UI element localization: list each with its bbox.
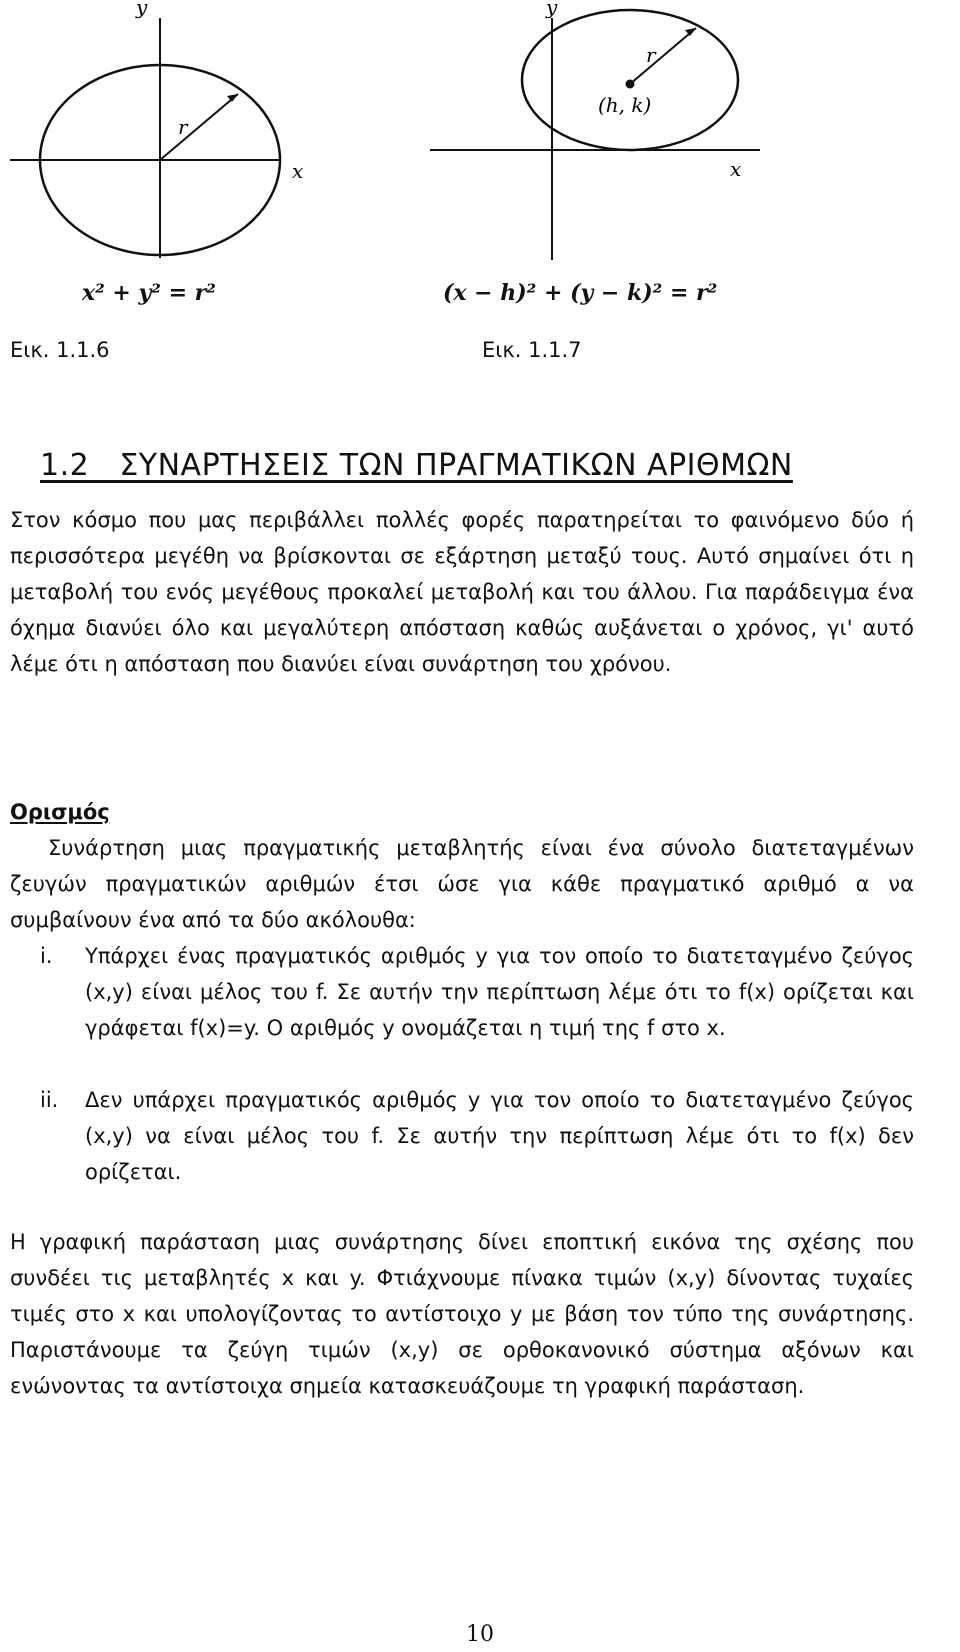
definition-item <box>40 938 914 1046</box>
equation-hk-circle: (x − h)² + (y − k)² = r² <box>443 280 718 306</box>
definition-body: Συνάρτηση μιας πραγματικής μεταβλητής είναι ένα σύνολο διατεταγμένων ζευγών πραγματικών αριθμών έτσι ώσε για κάθε πραγματικό αριθμό α να συμβαίνουν ένα από τα δύο ακόλουθα: <box>10 836 914 932</box>
intro-paragraph: Στον κόσμο που μας περιβάλλει πολλές φορές παρατηρείται το φαινόμενο δύο ή περισσότερα μεγέθη να βρίσκονται σε εξάρτηση μεταξύ τους. Αυτό σημαίνει ότι η μεταβολή του ενός μεγέθους προκαλεί μεταβολή και του άλλου. Για παράδειγμα ένα όχημα διανύει όλο και μεγαλύτερη απόσταση καθώς αυξάνεται ο χρόνος, γι' αυτό λέμε ότι η απόσταση που διανύει είναι συνάρτηση του χρόνου. <box>10 508 914 676</box>
caption-figure-1-1-6: Εικ. 1.1.6 <box>10 338 110 362</box>
center-label: (h, k) <box>598 93 652 117</box>
radius-label: r <box>178 115 188 139</box>
section-title: 1.2 ΣΥΝΑΡΤΗΣΕΙΣ ΤΩΝ ΠΡΑΓΜΑΤΙΚΩΝ ΑΡΙΘΜΩΝ <box>40 448 793 483</box>
item-number: i. <box>40 944 53 968</box>
figure-circle-origin <box>0 0 330 270</box>
radius-line <box>630 28 696 84</box>
radius-label: r <box>646 43 656 67</box>
y-axis-label: y <box>136 0 148 19</box>
item-text: Υπάρχει ένας πραγματικός αριθμός y για τον οποίο το διατεταγμένο ζεύγος (x,y) είναι μέλος του f. Σε αυτήν την περίπτωση λέμε ότι το f(x) ορίζεται και γράφεται f(x)=y. Ο αριθμός y ονομάζεται η τιμή της f στο x. <box>85 944 914 1040</box>
radius-line <box>160 94 238 160</box>
definition-heading: Ορισμός <box>10 800 110 824</box>
x-axis-label: x <box>292 159 304 183</box>
circle-hk-diagram <box>430 0 770 270</box>
item-text: Δεν υπάρχει πραγματικός αριθμός y για τον οποίο το διατεταγμένο ζεύγος (x,y) να είναι μέλος του f. Σε αυτήν την περίπτωση λέμε ότι το f(x) δεν ορίζεται. <box>85 1088 914 1184</box>
definition-item <box>40 1082 914 1190</box>
circle-origin-diagram <box>0 0 330 270</box>
x-axis-label: x <box>730 157 742 181</box>
figure-circle-center-hk <box>430 0 770 270</box>
caption-figure-1-1-7: Εικ. 1.1.7 <box>482 338 582 362</box>
page-number: 10 <box>466 1622 494 1647</box>
y-axis-label: y <box>546 0 558 19</box>
item-number: ii. <box>40 1088 59 1112</box>
equation-origin-circle: x² + y² = r² <box>82 280 216 306</box>
graph-paragraph: Η γραφική παράσταση μιας συνάρτησης δίνει εποπτική εικόνα της σχέσης που συνδέει τις μεταβλητές x και y. Φτιάχνουμε πίνακα τιμών (x,y) δίνοντας τυχαίες τιμές στο x και υπολογίζοντας το αντίστοιχο y με βάση τον τύπο της συνάρτησης. Παριστάνουμε τα ζεύγη τιμών (x,y) σε ορθοκανονικό σύστημα αξόνων και ενώνοντας τα αντίστοιχα σημεία κατασκευάζουμε τη γραφική παράσταση. <box>10 1230 914 1398</box>
